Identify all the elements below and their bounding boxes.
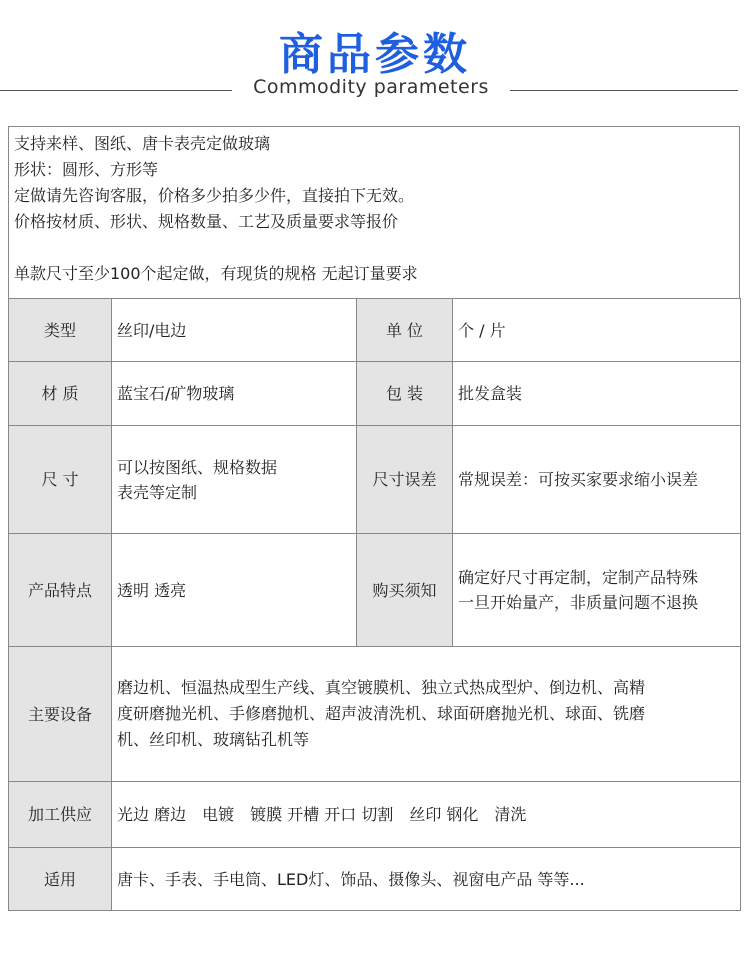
process-label: 加工供应 [9, 782, 112, 848]
spec-table [8, 298, 741, 911]
tolerance-value: 常规误差：可按买家要求缩小误差 [453, 426, 741, 534]
notice-value-line: 一旦开始量产，非质量问题不退换 [458, 593, 699, 612]
material-value: 蓝宝石/矿物玻璃 [112, 362, 357, 426]
usage-value: 唐卡、手表、手电筒、LED灯、饰品、摄像头、视窗电产品 等等... [112, 848, 741, 911]
notice-label: 购买须知 [357, 534, 453, 647]
intro-line: 价格按材质、形状、规格数量、工艺及质量要求等报价 [14, 212, 399, 231]
table-row [9, 848, 741, 911]
usage-label: 适用 [9, 848, 112, 911]
divider-left [0, 90, 232, 91]
material-label: 材 质 [9, 362, 112, 426]
equipment-value [112, 647, 741, 782]
table-row [9, 362, 741, 426]
equipment-value-line: 机、丝印机、玻璃钻孔机等 [117, 730, 310, 749]
intro-line: 定做请先咨询客服，价格多少拍多少件，直接拍下无效。 [14, 186, 415, 205]
equipment-value-line: 磨边机、恒温热成型生产线、真空镀膜机、独立式热成型炉、倒边机、高精 [117, 678, 646, 697]
intro-line: 单款尺寸至少100个起定做，有现货的规格 无起订量要求 [14, 264, 418, 283]
unit-value: 个 / 片 [453, 299, 741, 362]
notice-value-line: 确定好尺寸再定制，定制产品特殊 [458, 568, 699, 587]
table-row [9, 299, 741, 362]
process-value: 光边 磨边 电镀 镀膜 开槽 开口 切割 丝印 钢化 清洗 [112, 782, 741, 848]
feature-label: 产品特点 [9, 534, 112, 647]
notice-value [453, 534, 741, 647]
table-row [9, 647, 741, 782]
table-row [9, 426, 741, 534]
subtitle-row [0, 76, 750, 104]
unit-label: 单 位 [357, 299, 453, 362]
table-row [9, 782, 741, 848]
intro-spacer [14, 235, 734, 261]
equipment-label: 主要设备 [9, 647, 112, 782]
size-value [112, 426, 357, 534]
feature-value: 透明 透亮 [112, 534, 357, 647]
size-label: 尺 寸 [9, 426, 112, 534]
table-row [9, 534, 741, 647]
divider-right [510, 90, 738, 91]
intro-line: 形状：圆形、方形等 [14, 160, 159, 179]
page-subtitle: Commodity parameters [253, 76, 489, 98]
size-value-line: 表壳等定制 [117, 482, 198, 502]
equipment-value-line: 度研磨抛光机、手修磨抛机、超声波清洗机、球面研磨抛光机、球面、铣磨 [117, 704, 646, 723]
size-value-line: 可以按图纸、规格数据 [117, 457, 278, 477]
page-title: 商品参数 [279, 29, 471, 80]
package-label: 包 装 [357, 362, 453, 426]
intro-notes [8, 126, 740, 298]
package-value: 批发盒装 [453, 362, 741, 426]
tolerance-label: 尺寸误差 [357, 426, 453, 534]
type-label: 类型 [9, 299, 112, 362]
intro-line: 支持来样、图纸、唐卡表壳定做玻璃 [14, 134, 271, 153]
type-value: 丝印/电边 [112, 299, 357, 362]
